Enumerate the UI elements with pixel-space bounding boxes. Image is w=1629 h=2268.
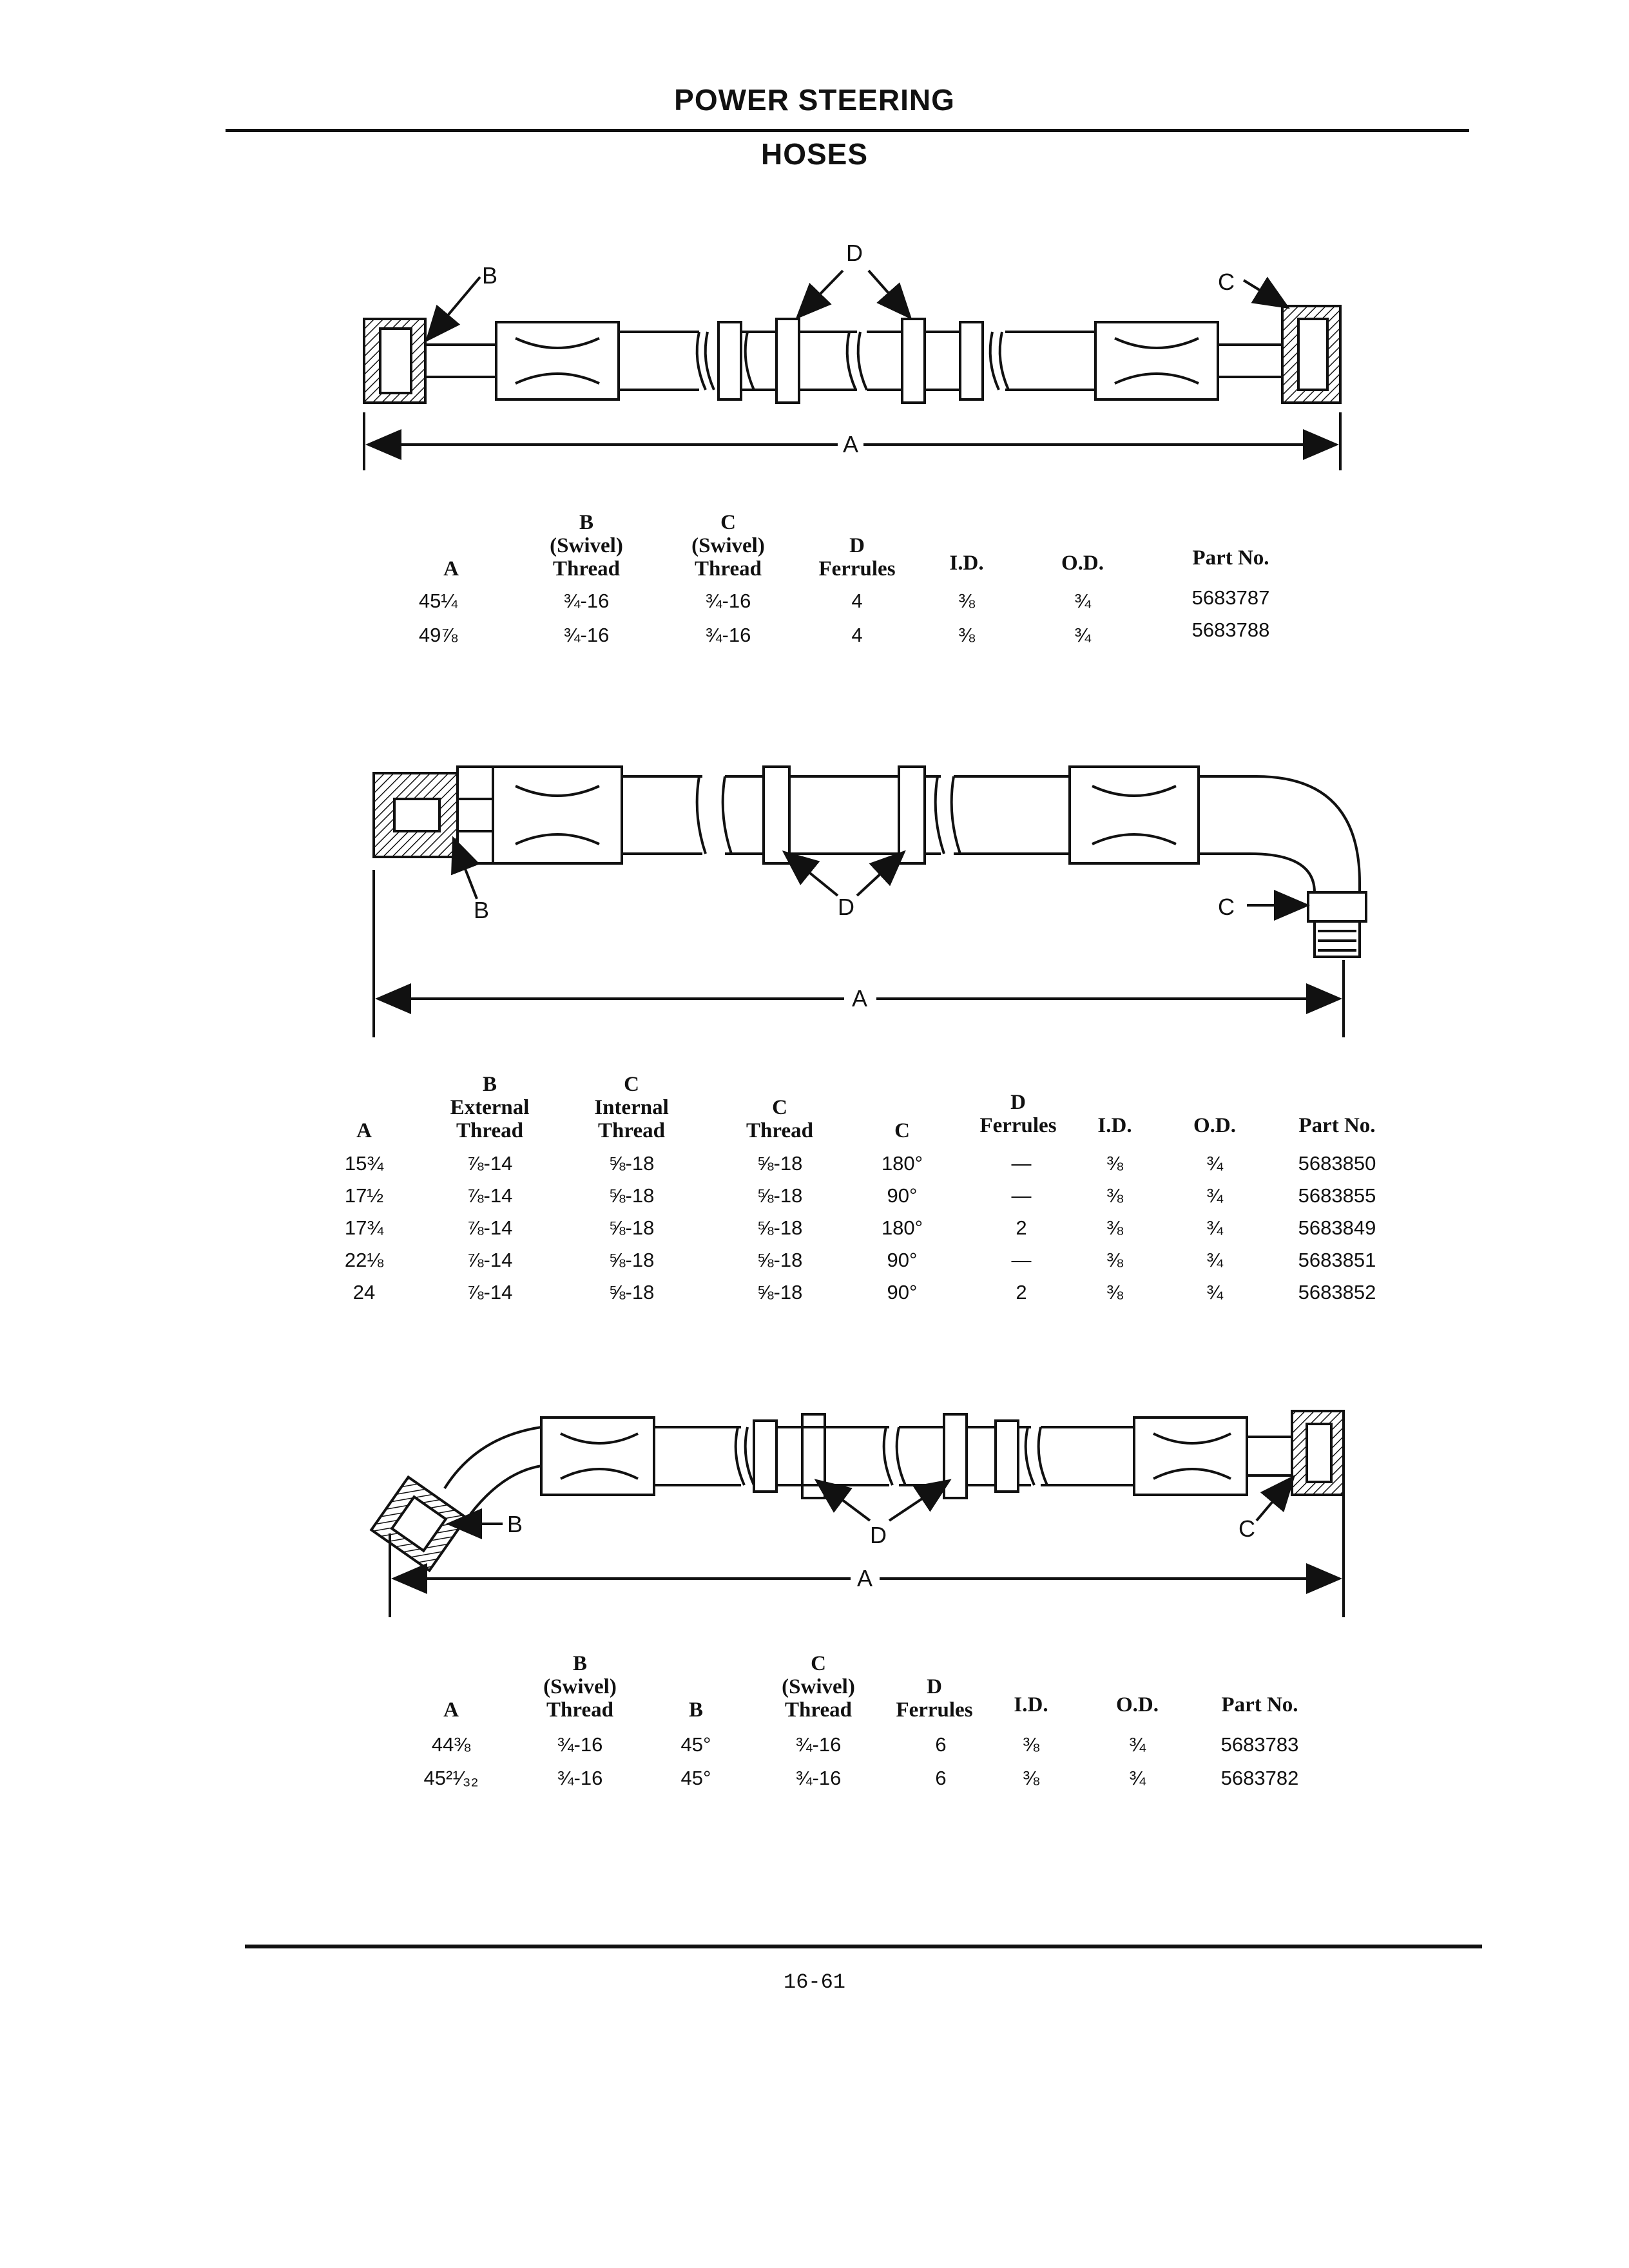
diagram-2-label-c: C [1218,894,1235,920]
table-2-cell: ¾ [1206,1184,1223,1207]
table-2-cell: — [1011,1184,1032,1207]
diagram-3-label-c: C [1239,1515,1255,1542]
table-2-cell: 90° [887,1184,918,1207]
table-3-cell: 45²¹⁄₃₂ [423,1767,479,1789]
table-1-cell: ¾-16 [705,590,751,612]
table-2-cell: 17½ [344,1184,384,1207]
table-3-cell: ¾ [1129,1767,1146,1789]
table-2-cell: 5683855 [1298,1184,1376,1207]
table-2-header-b: B External Thread [450,1073,530,1142]
table-2-cell: ⅝-18 [757,1281,803,1303]
table-2-cell: ⅝-18 [757,1216,803,1239]
table-1-header-c: C (Swivel) Thread [691,511,765,581]
table-1-header-id: I.D. [949,552,984,575]
table-1-cell: ¾ [1074,590,1091,612]
table-3-header-a: A [443,1698,459,1722]
table-1-cell: 5683788 [1191,619,1270,641]
table-2-cell: ⅞-14 [467,1249,513,1271]
table-2-cell: ⅜ [1106,1249,1123,1271]
table-1-cell: ¾-16 [705,624,751,646]
diagram-3-label-a: A [857,1565,873,1591]
table-2-cell: ⅜ [1106,1281,1123,1303]
table-2-cell: 5683852 [1298,1281,1376,1303]
table-3-cell: 6 [935,1767,947,1789]
table-1-header-b: B (Swivel) Thread [550,511,623,581]
table-2-header-c-thread: C Thread [746,1096,813,1142]
table-2-cell: ⅝-18 [757,1249,803,1271]
table-3-header-id: I.D. [1014,1693,1048,1716]
table-1-header-od: O.D. [1061,552,1104,575]
diagram-1-label-d: D [846,240,863,266]
table-2-cell: 5683849 [1298,1216,1376,1239]
table-1-cell: 49⅞ [418,624,458,646]
table-2-cell: ⅜ [1106,1184,1123,1207]
table-3-header-od: O.D. [1116,1693,1159,1716]
table-2-cell: — [1011,1249,1032,1271]
table-1-header-part-no: Part No. [1192,546,1269,570]
table-2-cell: 5683851 [1298,1249,1376,1271]
table-1-header-a: A [443,557,459,581]
table-2-cell: 15¾ [344,1152,384,1175]
table-2-cell: 2 [1016,1216,1027,1239]
diagram-3-label-d: D [870,1522,887,1548]
table-3-cell: ⅜ [1023,1733,1039,1756]
table-2-cell: ⅝-18 [608,1216,655,1239]
diagram-3-label-b: B [507,1511,523,1537]
table-1-header-d: D Ferrules [818,534,896,581]
table-2-cell: ⅝-18 [608,1152,655,1175]
diagram-2-label-b: B [474,897,490,923]
table-3-cell: ¾-16 [795,1767,842,1789]
table-3-header-b-angle: B [688,1698,703,1722]
table-2-cell: ⅞-14 [467,1184,513,1207]
table-3-cell: 5683782 [1220,1767,1299,1789]
table-1-cell: ¾ [1074,624,1091,646]
diagram-1-label-b: B [482,262,498,289]
table-1-cell: ⅜ [958,590,975,612]
table-2-cell: ⅞-14 [467,1216,513,1239]
table-2-header-od: O.D. [1193,1114,1236,1137]
table-2-cell: 90° [887,1281,918,1303]
table-2-cell: — [1011,1152,1032,1175]
table-2-cell: ¾ [1206,1216,1223,1239]
table-3-header-part-no: Part No. [1221,1693,1298,1716]
table-2-cell: ⅝-18 [757,1184,803,1207]
table-3-header-b: B (Swivel) Thread [543,1652,617,1722]
table-2-cell: 5683850 [1298,1152,1376,1175]
table-2-header-d: D Ferrules [979,1091,1057,1137]
table-1-cell: 4 [851,590,863,612]
diagram-1-label-a: A [843,431,859,457]
table-2-cell: ⅜ [1106,1216,1123,1239]
table-3-cell: ¾-16 [557,1767,603,1789]
table-2-header-part-no: Part No. [1298,1114,1376,1137]
table-2-cell: ¾ [1206,1249,1223,1271]
table-2-cell: ⅝-18 [757,1152,803,1175]
table-3-header-c: C (Swivel) Thread [782,1652,855,1722]
table-2-cell: 22⅛ [344,1249,384,1271]
table-1-cell: 45¼ [418,590,458,612]
table-3-cell: 6 [935,1733,947,1756]
footer-rule [245,1945,1482,1948]
table-3-cell: 44⅜ [431,1733,471,1756]
diagram-1-label-c: C [1218,269,1235,295]
table-2-header-c-internal: C Internal Thread [594,1073,669,1142]
table-3-cell: ¾-16 [795,1733,842,1756]
table-3-cell: 45° [680,1767,711,1789]
table-3-cell: ¾ [1129,1733,1146,1756]
hose-diagram-2 [374,767,1366,1037]
table-2-cell: ⅝-18 [608,1249,655,1271]
table-2-cell: 24 [352,1281,376,1303]
table-2-header-a: A [356,1119,372,1142]
table-1-cell: ¾-16 [563,624,610,646]
diagram-2-label-a: A [852,985,868,1012]
table-2-header-c-angle: C [894,1119,910,1142]
table-3-cell: ⅜ [1023,1767,1039,1789]
table-3-cell: 5683783 [1220,1733,1299,1756]
table-3-cell: ¾-16 [557,1733,603,1756]
table-2-cell: 2 [1016,1281,1027,1303]
table-3-cell: 45° [680,1733,711,1756]
page-subtitle: HOSES [760,137,869,171]
table-3-header-d: D Ferrules [896,1675,973,1722]
table-2-cell: 180° [881,1152,923,1175]
table-2-cell: ¾ [1206,1281,1223,1303]
table-2-cell: 17¾ [344,1216,384,1239]
table-1-cell: 4 [851,624,863,646]
table-2-cell: ⅞-14 [467,1152,513,1175]
table-1-cell: ¾-16 [563,590,610,612]
diagram-2-label-d: D [838,894,854,920]
table-2-cell: ¾ [1206,1152,1223,1175]
table-2-cell: ⅝-18 [608,1281,655,1303]
table-2-header-id: I.D. [1097,1114,1132,1137]
table-2-cell: 90° [887,1249,918,1271]
table-2-cell: 180° [881,1216,923,1239]
table-1-cell: ⅜ [958,624,975,646]
table-1-cell: 5683787 [1191,586,1270,609]
table-2-cell: ⅜ [1106,1152,1123,1175]
table-2-cell: ⅝-18 [608,1184,655,1207]
table-2-cell: ⅞-14 [467,1281,513,1303]
page-number: 16-61 [783,1970,845,1994]
page-title: POWER STEERING [674,83,955,117]
